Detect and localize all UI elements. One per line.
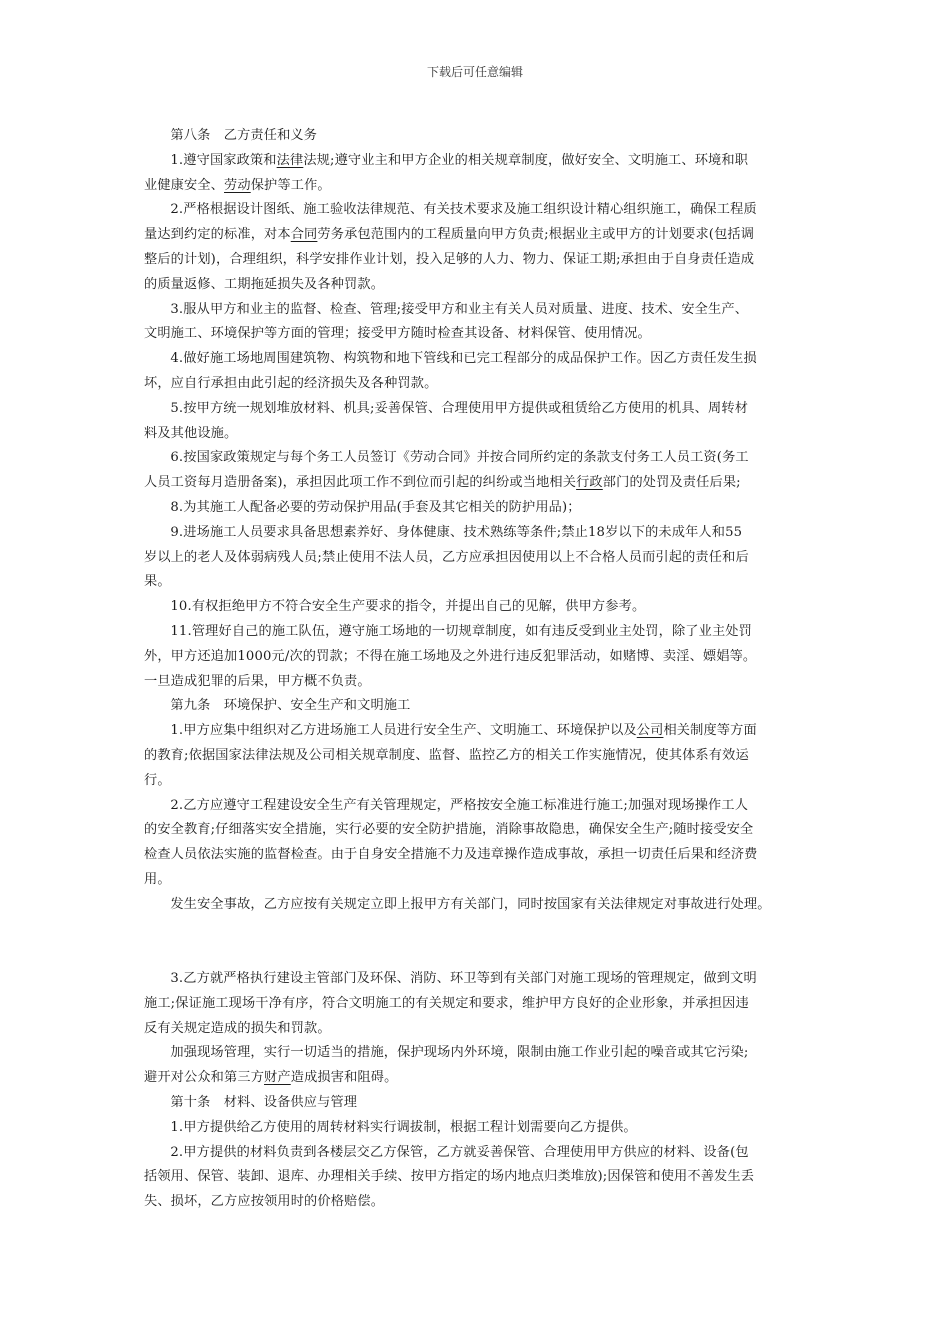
body-line: 行。 [144, 772, 171, 788]
body-line: 2.甲方提供的材料负责到各楼层交乙方保管，乙方就妥善保管、合理使用甲方供应的材料、设备(包 [170, 1144, 749, 1160]
blank-line [144, 918, 810, 943]
blank-line [144, 942, 810, 967]
body-line: 的教育;依据国家法律法规及公司相关规章制度、监督、监控乙方的相关工作实施情况，使其体系有效运 [144, 747, 749, 763]
body-line: 一旦造成犯罪的后果，甲方概不负责。 [144, 673, 371, 689]
underlined-term: 财产 [264, 1070, 291, 1086]
underlined-term: 公司 [636, 723, 664, 739]
document-body [144, 124, 810, 1215]
body-line: 1.甲方提供给乙方使用的周转材料实行调拔制，根据工程计划需要向乙方提供。 [170, 1119, 637, 1135]
underlined-term: 法律 [276, 152, 304, 168]
body-line: 4.做好施工场地周围建筑物、构筑物和地下管线和已完工程部分的成品保护工作。因乙方责任发生损 [170, 351, 757, 367]
body-line: 失、损坏，乙方应按领用时的价格赔偿。 [144, 1194, 385, 1210]
body-line: 1.遵守国家政策和法律法规;遵守业主和甲方企业的相关规章制度，做好安全、文明施工、环境和职 [170, 152, 749, 168]
body-line: 发生安全事故，乙方应按有关规定立即上报甲方有关部门，同时按国家有关法律规定对事故进行处理。 [170, 896, 771, 912]
body-line: 量达到约定的标准，对本合同劳务承包范围内的工程质量向甲方负责;根据业主或甲方的计划要求(包括调 [144, 227, 755, 243]
body-line: 的质量返修、工期拖延损失及各种罚款。 [144, 276, 385, 292]
underlined-term: 合同 [290, 227, 318, 243]
body-line: 10.有权拒绝甲方不符合安全生产要求的指令，并提出自己的见解，供甲方参考。 [170, 599, 646, 615]
body-line: 坏，应自行承担由此引起的经济损失及各种罚款。 [144, 375, 438, 391]
page-header: 下载后可任意编辑 [426, 65, 523, 79]
underlined-term: 行政 [576, 475, 603, 491]
body-line: 业健康安全、劳动保护等工作。 [144, 177, 331, 193]
body-line: 料及其他设施。 [144, 425, 238, 441]
body-line: 括领用、保管、装卸、退库、办理相关手续、按甲方指定的场内地点归类堆放);因保管和使用不善发生丢 [144, 1169, 755, 1185]
body-line: 岁以上的老人及体弱病残人员;禁止使用不法人员，乙方应承担因使用以上不合格人员而引起的责任和后 [144, 549, 749, 565]
body-line: 文明施工、环境保护等方面的管理；接受甲方随时检查其设备、材料保管、使用情况。 [144, 326, 651, 342]
body-line: 1.甲方应集中组织对乙方进场施工人员进行安全生产、文明施工、环境保护以及公司相关制度等方面 [170, 723, 757, 739]
body-line: 用。 [144, 871, 171, 887]
article-10-heading: 第十条 材料、设备供应与管理 [170, 1095, 358, 1111]
body-line: 外，甲方还追加1000元/次的罚款；不得在施工场地及之外进行违反犯罪活动，如赌博、卖淫、嫖娼等。 [144, 648, 757, 664]
body-line: 人员工资每月造册备案)，承担因此项工作不到位而引起的纠纷或当地相关行政部门的处罚及责任后果; [144, 475, 741, 491]
body-line: 的安全教育;仔细落实安全措施，实行必要的安全防护措施，消除事故隐患，确保安全生产;随时接受安全 [144, 822, 754, 838]
body-line: 检查人员依法实施的监督检查。由于自身安全措施不力及违章操作造成事故，承担一切责任后果和经济费 [144, 847, 758, 863]
body-line: 整后的计划)，合理组织，科学安排作业计划，投入足够的人力、物力、保证工期;承担由于自身责任造成 [144, 251, 755, 267]
body-line: 8.为其施工人配备必要的劳动保护用品(手套及其它相关的防护用品)； [170, 499, 581, 515]
body-line: 施工;保证施工现场干净有序，符合文明施工的有关规定和要求，维护甲方良好的企业形象，并承担因违 [144, 995, 749, 1011]
body-line: 加强现场管理，实行一切适当的措施，保护现场内外环境，限制由施工作业引起的噪音或其它污染; [170, 1045, 749, 1061]
body-line: 6.按国家政策规定与每个务工人员签订《劳动合同》并按合同所约定的条款支付务工人员工资(务工 [170, 450, 749, 466]
article-9-heading: 第九条 环境保护、安全生产和文明施工 [170, 698, 411, 714]
body-line: 2.严格根据设计图纸、施工验收法律规范、有关技术要求及施工组织设计精心组织施工，确保工程质 [170, 202, 757, 218]
underlined-term: 劳动 [224, 177, 251, 193]
body-line: 果。 [144, 574, 171, 590]
body-line: 3.服从甲方和业主的监督、检查、管理;接受甲方和业主有关人员对质量、进度、技术、安全生产、 [170, 301, 749, 317]
body-line: 5.按甲方统一规划堆放材料、机具;妥善保管、合理使用甲方提供或租赁给乙方使用的机具、周转材 [170, 400, 749, 416]
body-line: 反有关规定造成的损失和罚款。 [144, 1020, 331, 1036]
body-line: 9.进场施工人员要求具备思想素养好、身体健康、技术熟练等条件;禁止18岁以下的未成年人和55 [170, 524, 743, 540]
body-line: 3.乙方就严格执行建设主管部门及环保、消防、环卫等到有关部门对施工现场的管理规定，做到文明 [170, 971, 757, 987]
body-line: 避开对公众和第三方财产造成损害和阻碍。 [144, 1070, 398, 1086]
body-line: 11.管理好自己的施工队伍，遵守施工场地的一切规章制度，如有违反受到业主处罚，除了业主处罚 [170, 623, 752, 639]
body-line: 2.乙方应遵守工程建设安全生产有关管理规定，严格按安全施工标准进行施工;加强对现场操作工人 [170, 797, 749, 813]
article-8-heading: 第八条 乙方责任和义务 [170, 128, 318, 143]
